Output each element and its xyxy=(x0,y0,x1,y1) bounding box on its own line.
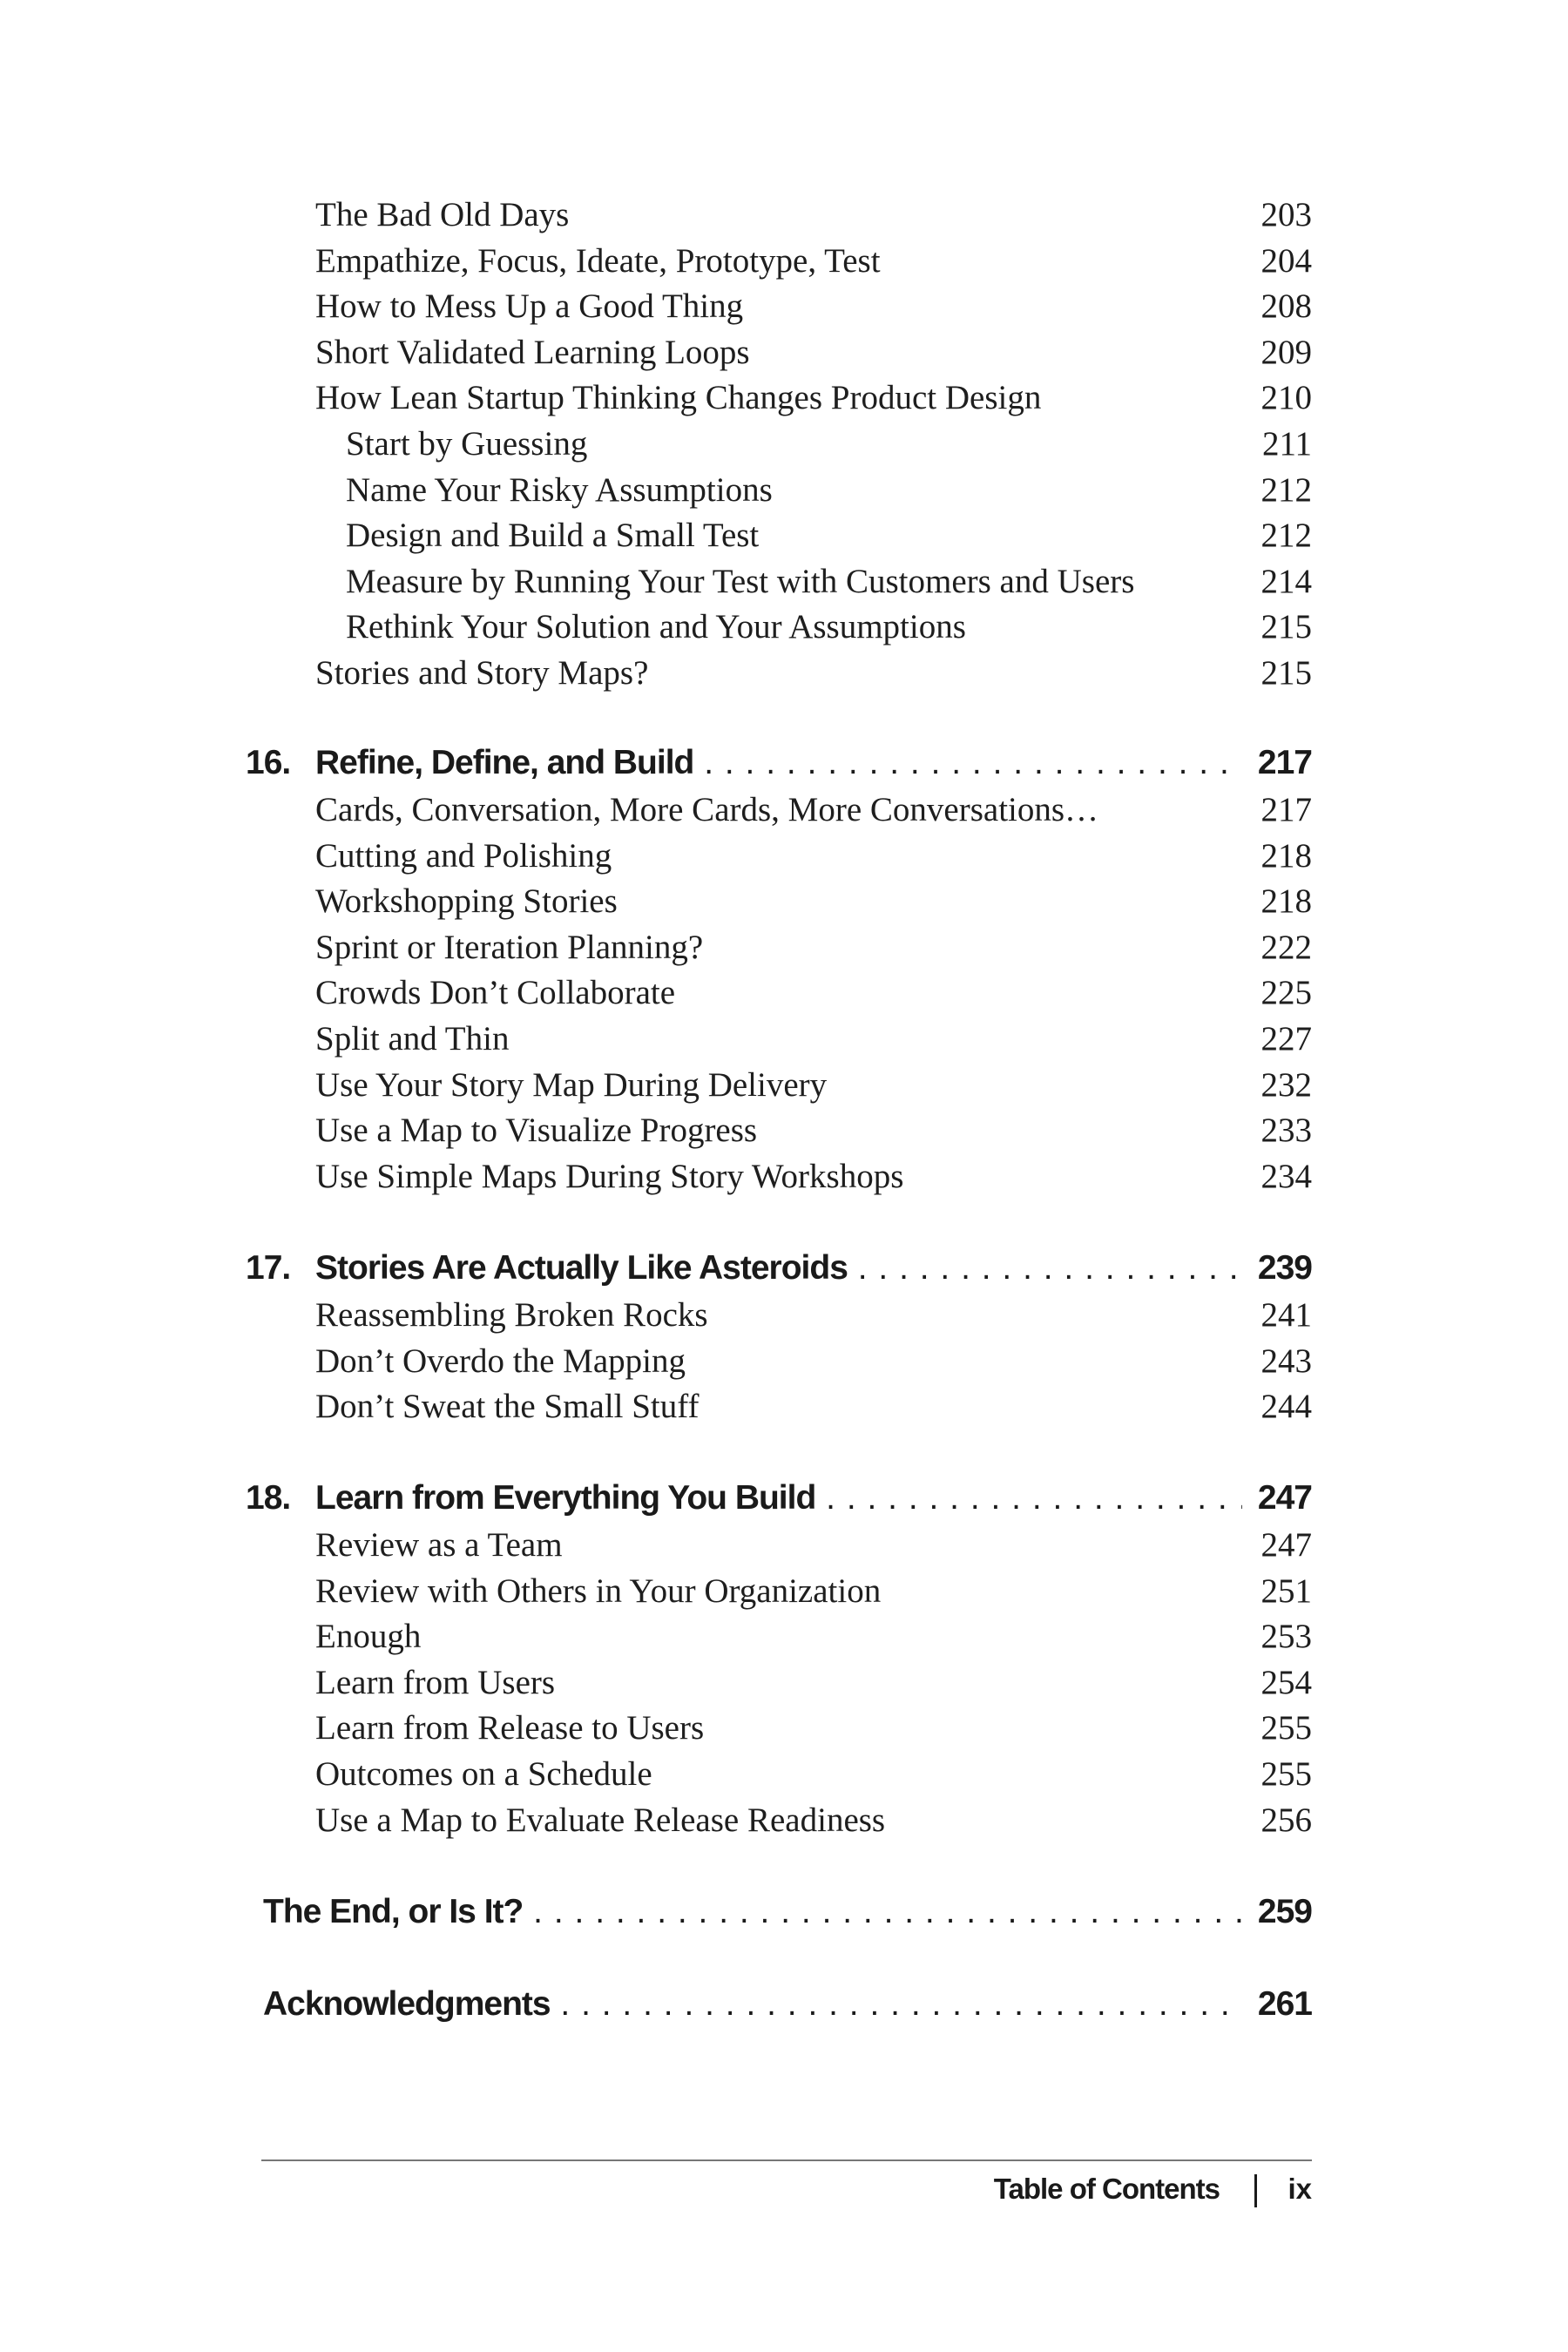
entry-page: 214 xyxy=(1260,562,1312,600)
toc-subentry[interactable] xyxy=(235,605,1312,651)
toc-the-end xyxy=(235,1888,1312,1936)
entry-page: 217 xyxy=(1260,791,1312,828)
toc-entry[interactable] xyxy=(235,879,1312,925)
entry-page: 253 xyxy=(1260,1618,1312,1656)
entry-page: 247 xyxy=(1260,1526,1312,1564)
chapter-title: Acknowledgments . . . xyxy=(263,1985,1242,2023)
entry-title: Workshopping Stories xyxy=(315,882,618,921)
toc-entry[interactable] xyxy=(235,1798,1312,1844)
toc-entry[interactable] xyxy=(235,1614,1312,1660)
toc-subentry[interactable] xyxy=(235,513,1312,559)
toc-entry[interactable] xyxy=(235,1384,1312,1430)
entry-page: 243 xyxy=(1260,1342,1312,1380)
chapter-page: 247 xyxy=(1257,1479,1312,1517)
chapter-title: Refine, Define, and Build . . . xyxy=(315,744,1242,781)
entry-page: 203 xyxy=(1260,196,1312,233)
entry-page: 222 xyxy=(1260,928,1312,966)
toc-entry[interactable] xyxy=(235,1523,1312,1569)
entry-title: Use Simple Maps During Story Workshops xyxy=(315,1157,904,1195)
toc-entry[interactable] xyxy=(235,834,1312,880)
entry-title: The Bad Old Days xyxy=(315,196,570,233)
entry-title: Start by Guessing xyxy=(346,424,588,463)
toc-entry[interactable] xyxy=(235,375,1312,422)
entry-page: 209 xyxy=(1260,333,1312,371)
entry-title: Use Your Story Map During Delivery xyxy=(315,1065,828,1104)
footer-page-number: ix xyxy=(1288,2173,1312,2205)
entry-title: Review with Others in Your Organization xyxy=(315,1571,882,1610)
entry-page: 225 xyxy=(1260,974,1312,1012)
chapter-heading[interactable] xyxy=(235,739,1312,787)
toc-entry[interactable] xyxy=(235,651,1312,697)
toc-entry[interactable] xyxy=(235,330,1312,376)
entry-title: Learn from Release to Users xyxy=(315,1709,705,1747)
entry-title: Design and Build a Small Test xyxy=(346,517,760,555)
toc-entry[interactable] xyxy=(235,193,1312,239)
dot-leader xyxy=(315,1474,1242,1523)
toc-entry[interactable] xyxy=(235,1569,1312,1615)
entry-title: Outcomes on a Schedule xyxy=(315,1754,652,1793)
entry-page: 255 xyxy=(1260,1709,1312,1747)
toc-entry[interactable] xyxy=(235,970,1312,1017)
chapter-page: 261 xyxy=(1257,1985,1312,2023)
entry-title: Sprint or Iteration Planning? xyxy=(315,928,704,966)
entry-page: 215 xyxy=(1260,608,1312,646)
entry-title: Don’t Sweat the Small Stuff xyxy=(315,1388,700,1426)
toc-entry[interactable] xyxy=(235,239,1312,285)
chapter-number: 16. xyxy=(246,744,291,781)
entry-page: 212 xyxy=(1260,470,1312,509)
footer-divider xyxy=(261,2159,1312,2161)
toc-entry[interactable] xyxy=(235,1752,1312,1798)
entry-title: Reassembling Broken Rocks xyxy=(315,1296,708,1334)
entry-title: Empathize, Focus, Ideate, Prototype, Test xyxy=(315,241,881,280)
toc-chapter-18 xyxy=(235,1474,1312,1843)
entry-title: Don’t Overdo the Mapping xyxy=(315,1342,686,1380)
entry-title: Crowds Don’t Collaborate xyxy=(315,974,676,1012)
entry-title: How Lean Startup Thinking Changes Product Design xyxy=(315,379,1042,417)
chapter-heading[interactable] xyxy=(235,1980,1312,2029)
entry-page: 218 xyxy=(1260,836,1312,875)
toc-entry[interactable] xyxy=(235,925,1312,971)
toc-entry[interactable] xyxy=(235,1706,1312,1752)
chapter-number: 17. xyxy=(246,1249,291,1287)
entry-title: How to Mess Up a Good Thing xyxy=(315,287,744,326)
entry-page: 233 xyxy=(1260,1112,1312,1150)
chapter-title: Stories Are Actually Like Asteroids . . . xyxy=(315,1249,1242,1287)
entry-title: Rethink Your Solution and Your Assumptions xyxy=(346,608,966,646)
entry-page: 204 xyxy=(1260,241,1312,280)
toc-chapter-17 xyxy=(235,1244,1312,1430)
entry-title: Learn from Users xyxy=(315,1663,556,1701)
toc-entry[interactable] xyxy=(235,1339,1312,1385)
toc-section-continued xyxy=(235,193,1312,697)
toc-entry[interactable] xyxy=(235,1108,1312,1154)
entry-title: Enough xyxy=(315,1618,422,1656)
entry-page: 218 xyxy=(1260,882,1312,921)
toc-subentry[interactable] xyxy=(235,422,1312,468)
entry-page: 227 xyxy=(1260,1019,1312,1058)
entry-title: Use a Map to Visualize Progress xyxy=(315,1112,758,1150)
entry-title: Short Validated Learning Loops xyxy=(315,333,750,371)
entry-title: Split and Thin xyxy=(315,1019,510,1058)
entry-page: 234 xyxy=(1260,1157,1312,1195)
chapter-title: Learn from Everything You Build . . . xyxy=(315,1479,1242,1517)
entry-page: 241 xyxy=(1260,1296,1312,1334)
entry-page: 208 xyxy=(1260,287,1312,326)
toc-entry[interactable] xyxy=(235,1063,1312,1109)
entry-page: 211 xyxy=(1261,424,1312,463)
toc-entry[interactable] xyxy=(235,284,1312,330)
toc-entry[interactable] xyxy=(235,1293,1312,1339)
toc-entry[interactable] xyxy=(235,1660,1312,1707)
entry-title: Name Your Risky Assumptions xyxy=(346,470,773,509)
entry-title: Use a Map to Evaluate Release Readiness xyxy=(315,1801,886,1839)
toc-subentry[interactable] xyxy=(235,559,1312,605)
chapter-heading[interactable] xyxy=(235,1474,1312,1523)
footer-section-label: Table of Contents xyxy=(993,2173,1220,2205)
chapter-page: 259 xyxy=(1257,1893,1312,1930)
chapter-title: The End, or Is It? . . . xyxy=(263,1893,1242,1930)
chapter-number: 18. xyxy=(246,1479,291,1517)
entry-title: Cutting and Polishing xyxy=(315,836,612,875)
toc-chapter-16 xyxy=(235,739,1312,1200)
chapter-heading[interactable] xyxy=(235,1244,1312,1293)
footer-separator xyxy=(1254,2174,1257,2207)
dot-leader xyxy=(263,1888,1242,1936)
chapter-heading[interactable] xyxy=(235,1888,1312,1936)
entry-title: Cards, Conversation, More Cards, More Conversations… xyxy=(315,791,1099,828)
entry-page: 210 xyxy=(1260,379,1312,417)
entry-page: 232 xyxy=(1260,1065,1312,1104)
entry-title: Measure by Running Your Test with Customers and Users xyxy=(346,562,1135,600)
dot-leader xyxy=(263,1980,1242,2029)
dot-leader xyxy=(315,1244,1242,1293)
chapter-page: 217 xyxy=(1257,744,1312,781)
entry-page: 256 xyxy=(1260,1801,1312,1839)
entry-page: 254 xyxy=(1260,1663,1312,1701)
entry-page: 215 xyxy=(1260,653,1312,692)
entry-page: 255 xyxy=(1260,1754,1312,1793)
entry-page: 244 xyxy=(1260,1388,1312,1426)
toc-acknowledgments xyxy=(235,1980,1312,2029)
toc-entry[interactable] xyxy=(235,787,1312,834)
dot-leader xyxy=(315,739,1242,787)
entry-page: 212 xyxy=(1260,517,1312,555)
chapter-page: 239 xyxy=(1257,1249,1312,1287)
toc-subentry[interactable] xyxy=(235,468,1312,514)
entry-title: Stories and Story Maps? xyxy=(315,653,649,692)
toc-entry[interactable] xyxy=(235,1017,1312,1063)
entry-title: Review as a Team xyxy=(315,1526,563,1564)
toc-entry[interactable] xyxy=(235,1154,1312,1200)
entry-page: 251 xyxy=(1260,1571,1312,1610)
